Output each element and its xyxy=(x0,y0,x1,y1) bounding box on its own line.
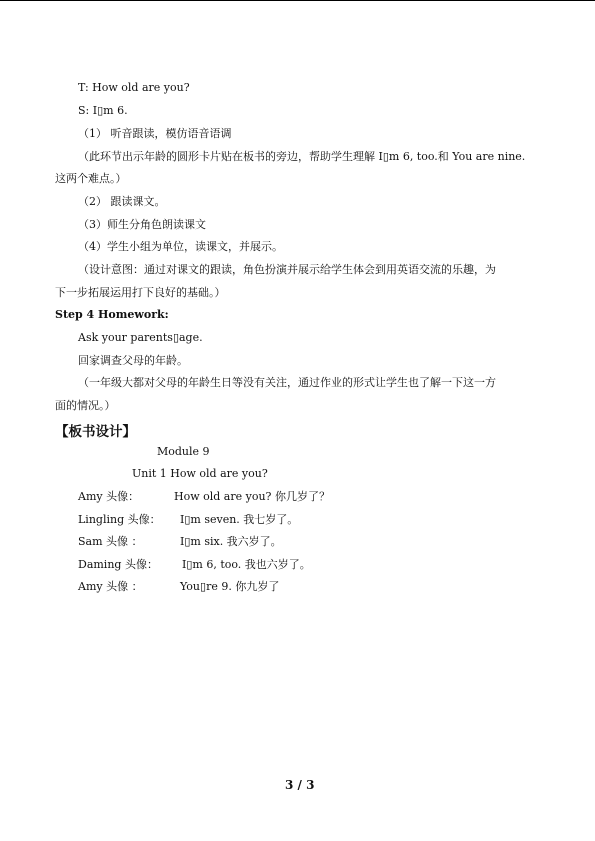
step-item-2: （2） 跟读课文。 xyxy=(78,195,166,208)
board-row-text: You▯re 9. 你九岁了 xyxy=(180,580,280,593)
board-row-label: Sam 头像 ： xyxy=(78,535,143,548)
design-intent-line-1: （设计意图：通过对课文的跟读，角色扮演并展示给学生体会到用英语交流的乐趣，为 xyxy=(78,263,496,276)
note-paragraph-line-2: 这两个难点。） xyxy=(55,172,127,185)
dialogue-teacher: T: How old are you? xyxy=(78,81,190,94)
board-module: Module 9 xyxy=(157,445,210,458)
homework-chinese: 回家调查父母的年龄。 xyxy=(78,354,188,367)
step-item-3: （3）师生分角色朗读课文 xyxy=(78,218,206,231)
homework-heading: Step 4 Homework: xyxy=(55,308,169,321)
board-unit: Unit 1 How old are you? xyxy=(132,467,268,480)
note-paragraph-line-1: （此环节出示年龄的圆形卡片贴在板书的旁边，帮助学生理解 I▯m 6, too.和 You are nine. xyxy=(78,150,526,163)
top-border-line xyxy=(0,0,595,1)
homework-english: Ask your parents▯age. xyxy=(78,331,203,344)
design-intent-line-2: 下一步拓展运用打下良好的基础。） xyxy=(55,286,226,299)
step-item-1: （1） 听音跟读，模仿语音语调 xyxy=(78,127,232,140)
board-row-text: I▯m six. 我六岁了。 xyxy=(180,535,282,548)
board-row-label: Lingling 头像： xyxy=(78,513,161,526)
board-row-text: How old are you? 你几岁了？ xyxy=(174,490,330,503)
dialogue-student: S: I▯m 6. xyxy=(78,104,128,117)
board-row-text: I▯m seven. 我七岁了。 xyxy=(180,513,299,526)
homework-note-line-1: （一年级大都对父母的年龄生日等没有关注，通过作业的形式让学生也了解一下这一方 xyxy=(78,376,496,389)
homework-note-line-2: 面的情况。） xyxy=(55,399,116,412)
board-row-label: Daming 头像： xyxy=(78,558,158,571)
board-row-label: Amy 头像 ： xyxy=(78,580,143,593)
board-row-label: Amy 头像： xyxy=(78,490,140,503)
board-row-text: I▯m 6, too. 我也六岁了。 xyxy=(182,558,311,571)
step-item-4: （4）学生小组为单位，读课文，并展示。 xyxy=(78,240,283,253)
page-number: 3 / 3 xyxy=(285,778,315,792)
board-design-title: 【板书设计】 xyxy=(55,424,136,440)
